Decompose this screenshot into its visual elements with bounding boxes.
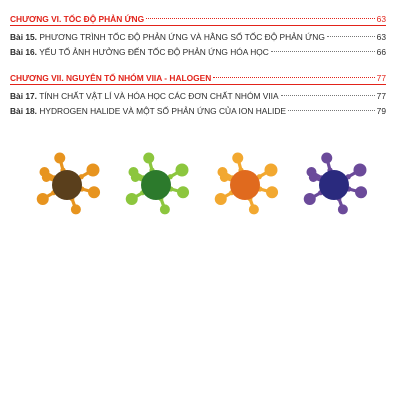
lesson-title: HYDROGEN HALIDE VÀ MỘT SỐ PHẢN ỨNG CỦA ION HALIDE (39, 106, 287, 116)
toc-lesson-15[interactable] (10, 30, 386, 45)
molecule-satellite-atom (304, 193, 316, 205)
molecule-satellite-atom (143, 152, 154, 163)
molecule-satellite-atom (42, 173, 51, 182)
molecule-satellite-atom (353, 164, 366, 177)
dot-leader (213, 77, 374, 78)
dot-leader (281, 95, 375, 96)
page-number: 63 (376, 32, 386, 42)
molecule-satellite-atom (264, 164, 277, 177)
lesson-title: YẾU TỐ ẢNH HƯỞNG ĐẾN TỐC ĐỘ PHẢN ỨNG HÓA HỌC (39, 47, 269, 57)
dot-leader (271, 51, 375, 52)
molecule-satellite-atom (266, 186, 278, 198)
molecule-icon-green (111, 140, 201, 230)
toc-chapter-6[interactable] (10, 12, 386, 27)
lesson-label: Bài 15. (10, 32, 38, 42)
page-number: 63 (376, 14, 386, 24)
lesson-label: Bài 16. (10, 47, 38, 57)
lesson-title: PHƯƠNG TRÌNH TỐC ĐỘ PHẢN ỨNG VÀ HẰNG SỐ TỐC ĐỘ PHẢN ỨNG (39, 32, 325, 42)
molecule-icon-orange (200, 140, 290, 230)
toc-lesson-17[interactable] (10, 89, 386, 104)
molecule-satellite-atom (215, 193, 227, 205)
molecule-core-atom (319, 170, 349, 200)
table-of-contents (10, 12, 386, 119)
molecule-satellite-atom (309, 173, 318, 182)
dot-leader (327, 36, 375, 37)
molecule-satellite-atom (220, 173, 229, 182)
molecule-satellite-atom (249, 204, 259, 214)
chapter-title: CHƯƠNG VII. NGUYÊN TỐ NHÓM VIIA - HALOGEN (10, 73, 212, 83)
molecule-satellite-atom (355, 186, 367, 198)
molecule-icon-navy (289, 140, 379, 230)
molecule-core-atom (52, 170, 82, 200)
molecule-satellite-atom (321, 152, 332, 163)
dot-leader (288, 110, 375, 111)
molecule-icon-brown (22, 140, 112, 230)
lesson-title: TÍNH CHẤT VẬT LÍ VÀ HÓA HỌC CÁC ĐƠN CHẤT NHÓM VIIA (39, 91, 279, 101)
dot-leader (146, 18, 375, 19)
page-number: 77 (376, 91, 386, 101)
page-number: 77 (376, 73, 386, 83)
molecule-satellite-atom (160, 204, 170, 214)
toc-lesson-16[interactable] (10, 45, 386, 60)
molecule-satellite-atom (131, 173, 140, 182)
molecule-satellite-atom (175, 164, 188, 177)
molecule-satellite-atom (54, 152, 65, 163)
molecule-satellite-atom (86, 164, 99, 177)
page-number: 79 (376, 106, 386, 116)
molecule-core-atom (230, 170, 260, 200)
molecule-decoration-row (0, 140, 400, 230)
lesson-label: Bài 18. (10, 106, 38, 116)
molecule-satellite-atom (71, 204, 81, 214)
toc-lesson-18[interactable] (10, 104, 386, 119)
molecule-core-atom (141, 170, 171, 200)
molecule-satellite-atom (177, 186, 189, 198)
molecule-satellite-atom (232, 152, 243, 163)
molecule-satellite-atom (338, 204, 348, 214)
molecule-satellite-atom (126, 193, 138, 205)
lesson-label: Bài 17. (10, 91, 38, 101)
toc-chapter-7[interactable] (10, 71, 386, 86)
chapter-title: CHƯƠNG VI. TỐC ĐỘ PHẢN ỨNG (10, 14, 145, 24)
page-number: 66 (376, 47, 386, 57)
molecule-satellite-atom (37, 193, 49, 205)
molecule-satellite-atom (88, 186, 100, 198)
